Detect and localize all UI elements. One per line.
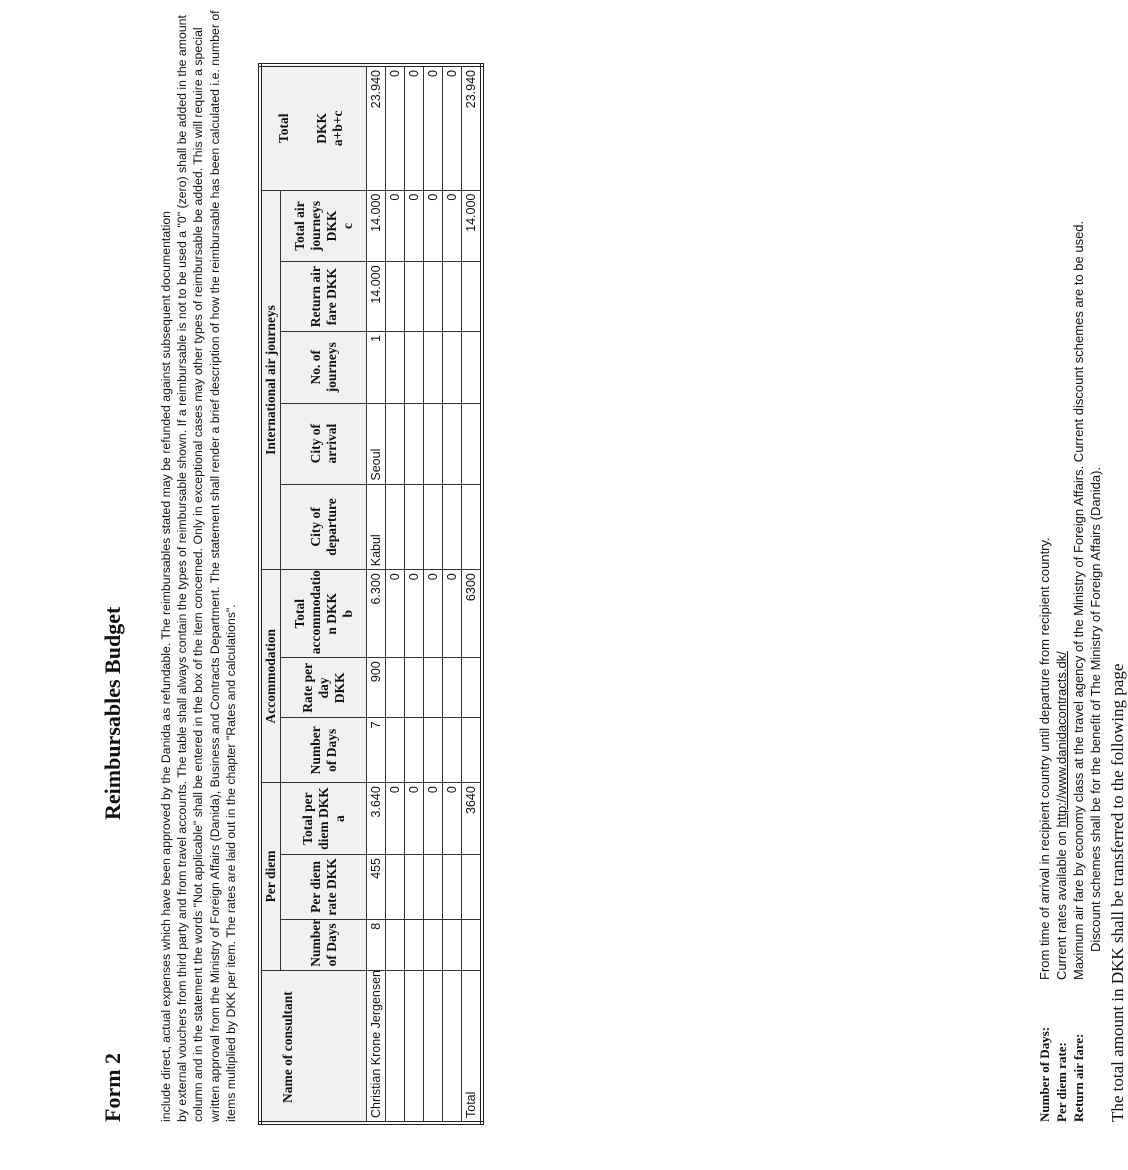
pd-rate-header: Per diem rate DKK (281, 855, 367, 920)
acc-rate-header: Rate per day DKK (281, 658, 367, 718)
cell-journeys (405, 331, 424, 403)
table-row (443, 65, 462, 1123)
cell-fare: 14.000 (367, 262, 386, 331)
cell-pd-rate (443, 855, 462, 920)
acc-total-label: Total accommodatio n DKK (291, 570, 339, 655)
cell-fare (424, 262, 443, 331)
cell-grand-total: 0 (424, 65, 443, 190)
reimbursables-table (258, 63, 484, 1125)
cell-acc-days: 7 (367, 718, 386, 783)
grand-total-title: Total (276, 113, 291, 144)
cell-acc-days (386, 718, 405, 783)
cell-acc-rate (386, 658, 405, 718)
cell-grand-total: 0 (405, 65, 424, 190)
departure-header: City of departure (281, 484, 367, 570)
cell-journeys (386, 331, 405, 403)
table-row (367, 65, 386, 1123)
note-fare-label: Return air fare: (1071, 1033, 1086, 1122)
cell-arrival: Seoul (367, 403, 386, 484)
cell-fare (462, 262, 483, 331)
cell-name (443, 970, 462, 1123)
cell-air-total: 0 (443, 190, 462, 262)
cell-departure (424, 484, 443, 570)
cell-pd-days (405, 919, 424, 970)
cell-departure (386, 484, 405, 570)
form-number: Form 2 (100, 1052, 125, 1122)
cell-arrival (424, 403, 443, 484)
cell-pd-rate (462, 855, 483, 920)
cell-departure (462, 484, 483, 570)
grand-total-code: a+b+c (330, 110, 345, 147)
cell-acc-total: 0 (424, 570, 443, 658)
cell-journeys: 1 (367, 331, 386, 403)
cell-name (405, 970, 424, 1123)
pd-total-label: Total per diem DKK (299, 787, 331, 850)
cell-arrival (462, 403, 483, 484)
cell-journeys (424, 331, 443, 403)
cell-pd-days: 8 (367, 919, 386, 970)
cell-acc-days (424, 718, 443, 783)
cell-grand-total: 0 (443, 65, 462, 190)
cell-acc-rate (443, 658, 462, 718)
cell-pd-days (443, 919, 462, 970)
cell-acc-days (443, 718, 462, 783)
fare-header: Return air fare DKK (281, 262, 367, 331)
intro-line: items multiplied by DKK per item. The rates are laid out in the chapter "Rates and calculations". (223, 604, 238, 1122)
cell-air-total: 0 (386, 190, 405, 262)
note-days-text: From time of arrival in recipient country until departure from recipient country. (1037, 537, 1052, 980)
intro-line: by external vouchers from third party and from travel accounts. The table shall always contain the types of reimbursable shown. If a reimbursable is not to be used a "0" (zero) shall be added in the amount (175, 15, 190, 1122)
cell-acc-days (462, 718, 483, 783)
cell-pd-total: 3.640 (367, 783, 386, 855)
intro-text (158, 10, 239, 1122)
danida-contracts-link[interactable]: http://www.danidacontracts.dk/ (1054, 651, 1069, 828)
intro-line: column and in the statement the words "Not applicable" shall be entered in the box of the item concerned. Only in exceptional cases may other types of reimbursable be added. This will require a special (191, 27, 206, 1122)
cell-pd-total: 0 (443, 783, 462, 855)
cell-fare (386, 262, 405, 331)
cell-air-total: 14.000 (462, 190, 483, 262)
note-rate-label: Per diem rate: (1054, 1042, 1069, 1122)
page-title: Reimbursables Budget (100, 606, 125, 820)
cell-pd-days (386, 919, 405, 970)
table-row (424, 65, 443, 1123)
cell-grand-total: 0 (386, 65, 405, 190)
cell-pd-rate: 455 (367, 855, 386, 920)
air-journeys-header: International air journeys (260, 190, 281, 570)
cell-pd-rate (424, 855, 443, 920)
intro-line: include direct, actual expenses which have been approved by the Danida as refundable. The reimbursables stated may be refunded against subsequent documentation (159, 210, 173, 1122)
acc-total-header (281, 570, 367, 658)
arrival-header: City of arrival (281, 403, 367, 484)
acc-total-code: b (339, 610, 355, 618)
cell-air-total: 14.000 (367, 190, 386, 262)
cell-acc-total: 0 (405, 570, 424, 658)
cell-acc-rate: 900 (367, 658, 386, 718)
total-transfer-note: The total amount in DKK shall be transferred to the following page (1108, 663, 1127, 1122)
journeys-header: No. of journeys (281, 331, 367, 403)
cell-fare (443, 262, 462, 331)
cell-acc-rate (424, 658, 443, 718)
note-rate-text: Current rates available on (1054, 831, 1069, 980)
cell-departure: Kabul (367, 484, 386, 570)
cell-pd-rate (405, 855, 424, 920)
cell-pd-total: 0 (424, 783, 443, 855)
cell-air-total: 0 (424, 190, 443, 262)
cell-pd-total: 3640 (462, 783, 483, 855)
cell-acc-days (405, 718, 424, 783)
air-total-header (281, 190, 367, 262)
cell-acc-total: 0 (443, 570, 462, 658)
air-total-label: Total air journeys DKK (291, 200, 339, 252)
intro-line: written approval from the Ministry of Foreign Affairs (Danida), Business and Contracts Department. The statement shall render a brief description of how the reimbursable has been calculated i.e. number of (207, 10, 222, 1122)
cell-name (424, 970, 443, 1123)
group-header-row (260, 65, 281, 1123)
pd-days-header: Number of Days (281, 919, 367, 970)
cell-arrival (405, 403, 424, 484)
cell-departure (443, 484, 462, 570)
cell-pd-total: 0 (386, 783, 405, 855)
cell-acc-rate (462, 658, 483, 718)
accommodation-header: Accommodation (260, 570, 281, 783)
cell-pd-total: 0 (405, 783, 424, 855)
grand-total-unit: DKK (314, 112, 329, 144)
per-diem-header: Per diem (260, 783, 281, 971)
column-header-row (281, 65, 367, 1123)
table-row (405, 65, 424, 1123)
note-fare-text: Maximum air fare by economy class at the travel agency of the Ministry of Foreign Affairs. Current discount schemes are to be used. (1071, 220, 1086, 980)
cell-arrival (443, 403, 462, 484)
cell-pd-days (462, 919, 483, 970)
note-fare-text-2: Discount schemes shall be for the benefit of The Ministry of Foreign Affairs (Danida). (1088, 466, 1103, 952)
note-rate-text-wrap (1053, 651, 1070, 980)
pd-total-header (281, 783, 367, 855)
cell-grand-total: 23.940 (462, 65, 483, 190)
name-header: Name of consultant (260, 970, 367, 1123)
cell-acc-total: 6.300 (367, 570, 386, 658)
air-total-code: c (339, 223, 355, 230)
total-row (462, 65, 483, 1123)
cell-departure (405, 484, 424, 570)
cell-acc-total: 6300 (462, 570, 483, 658)
cell-journeys (462, 331, 483, 403)
acc-days-header: Number of Days (281, 718, 367, 783)
pd-total-code: a (331, 815, 347, 822)
cell-pd-rate (386, 855, 405, 920)
cell-grand-total: 23.940 (367, 65, 386, 190)
cell-pd-days (424, 919, 443, 970)
cell-acc-total: 0 (386, 570, 405, 658)
cell-name (386, 970, 405, 1123)
note-days-label: Number of Days: (1037, 1026, 1052, 1122)
cell-name: Christian Krone Jergensen (367, 970, 386, 1123)
cell-acc-rate (405, 658, 424, 718)
table-row (386, 65, 405, 1123)
grand-total-header (260, 65, 367, 190)
cell-total-label: Total (462, 970, 483, 1123)
cell-air-total: 0 (405, 190, 424, 262)
cell-arrival (386, 403, 405, 484)
cell-fare (405, 262, 424, 331)
cell-journeys (443, 331, 462, 403)
